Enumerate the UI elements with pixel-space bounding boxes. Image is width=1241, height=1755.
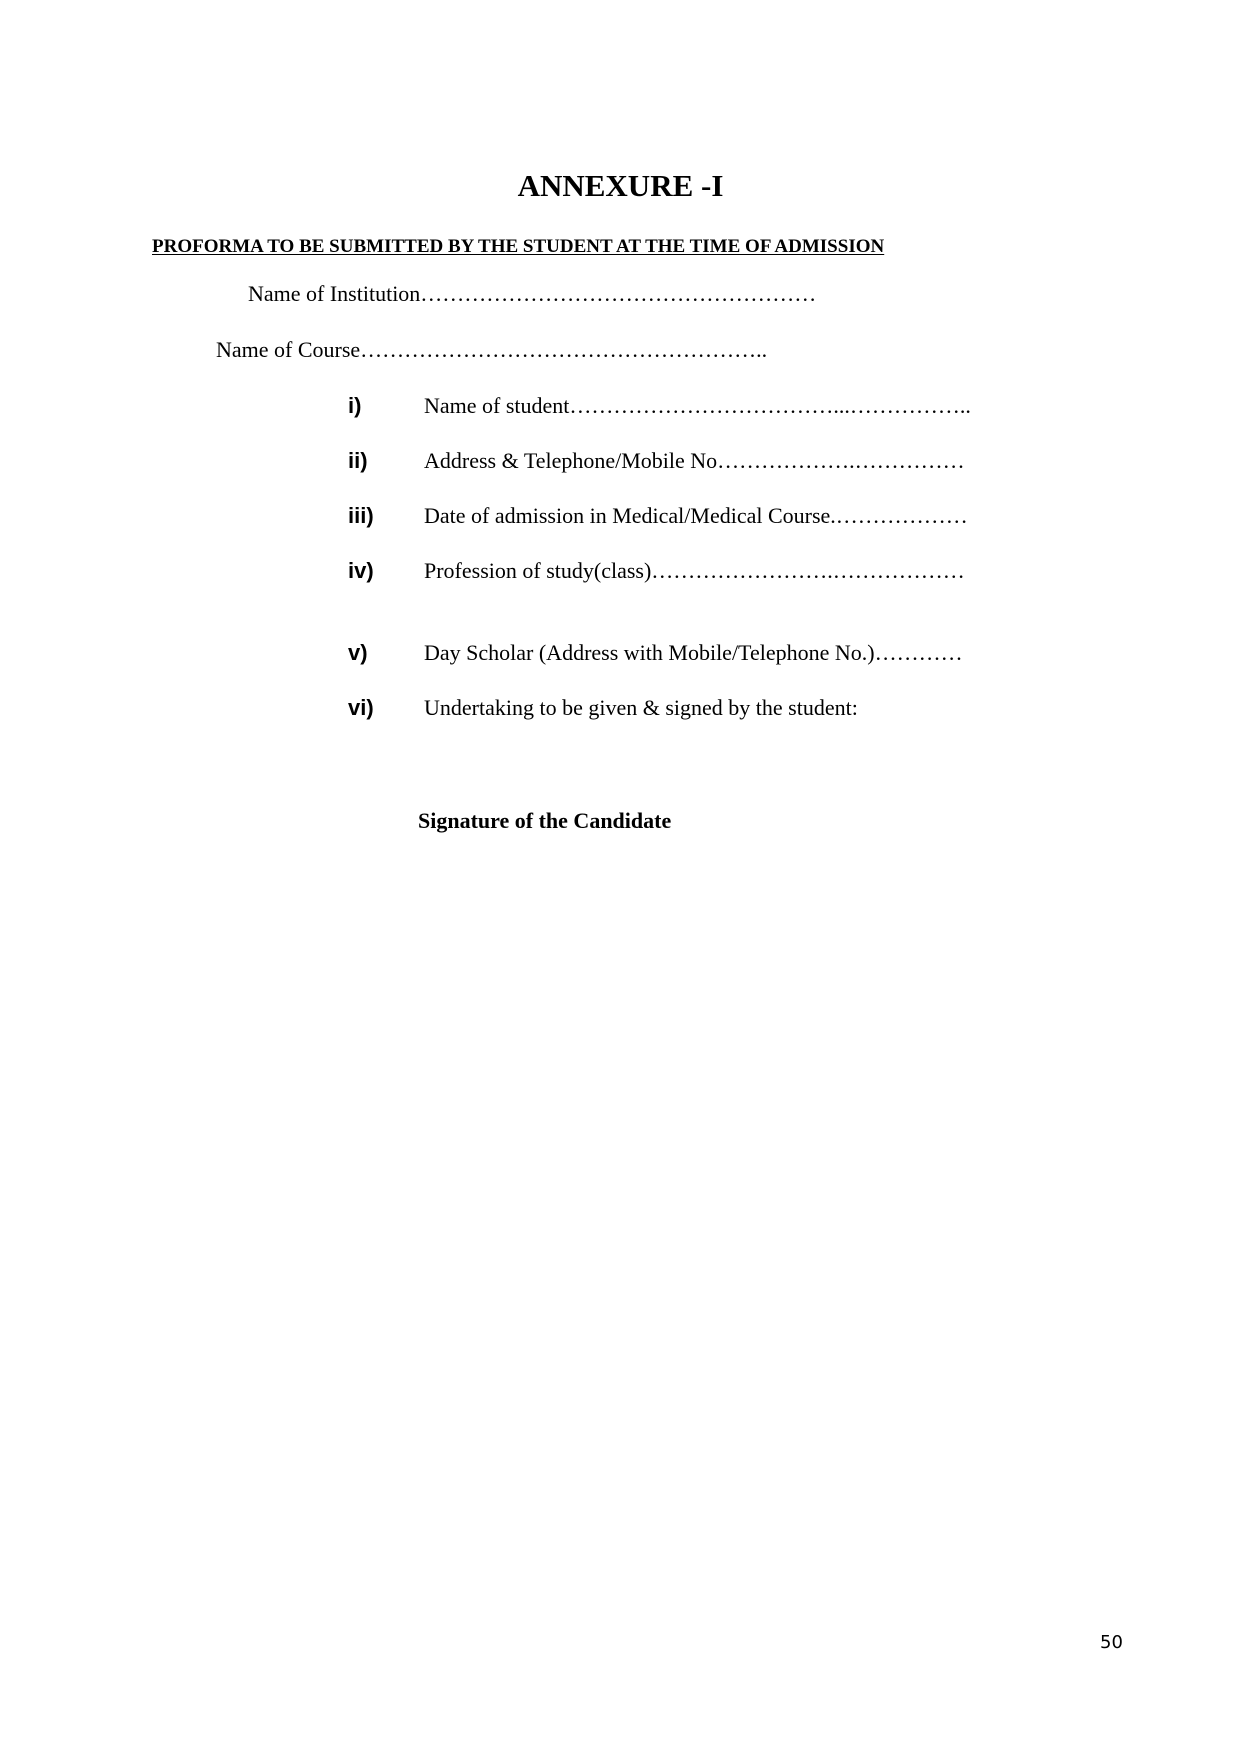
item-label: Undertaking to be given & signed by the student: xyxy=(424,695,858,720)
item-label: Date of admission in Medical/Medical Course.……………… xyxy=(424,503,968,528)
item-number: iv) xyxy=(348,558,374,583)
page-title: ANNEXURE -I xyxy=(517,168,724,203)
item-number: vi) xyxy=(348,695,374,720)
course-name-field: Name of Course……………………………………………….. xyxy=(216,337,768,362)
page-number: 50 xyxy=(1100,1632,1123,1653)
institution-name-field: Name of Institution……………………………………………… xyxy=(248,281,817,306)
item-number: ii) xyxy=(348,448,368,473)
item-number: iii) xyxy=(348,503,374,528)
item-label: Address & Telephone/Mobile No……………….…………… xyxy=(424,448,965,473)
item-number: v) xyxy=(348,640,368,665)
signature-label: Signature of the Candidate xyxy=(418,808,672,833)
item-label: Name of student………………………………...…………….. xyxy=(424,393,971,418)
proforma-heading: PROFORMA TO BE SUBMITTED BY THE STUDENT AT THE TIME OF ADMISSION xyxy=(152,236,885,257)
item-number: i) xyxy=(348,393,362,418)
item-label: Day Scholar (Address with Mobile/Telephone No.)………… xyxy=(424,640,963,665)
item-label: Profession of study(class)…………………….……………… xyxy=(424,558,965,583)
